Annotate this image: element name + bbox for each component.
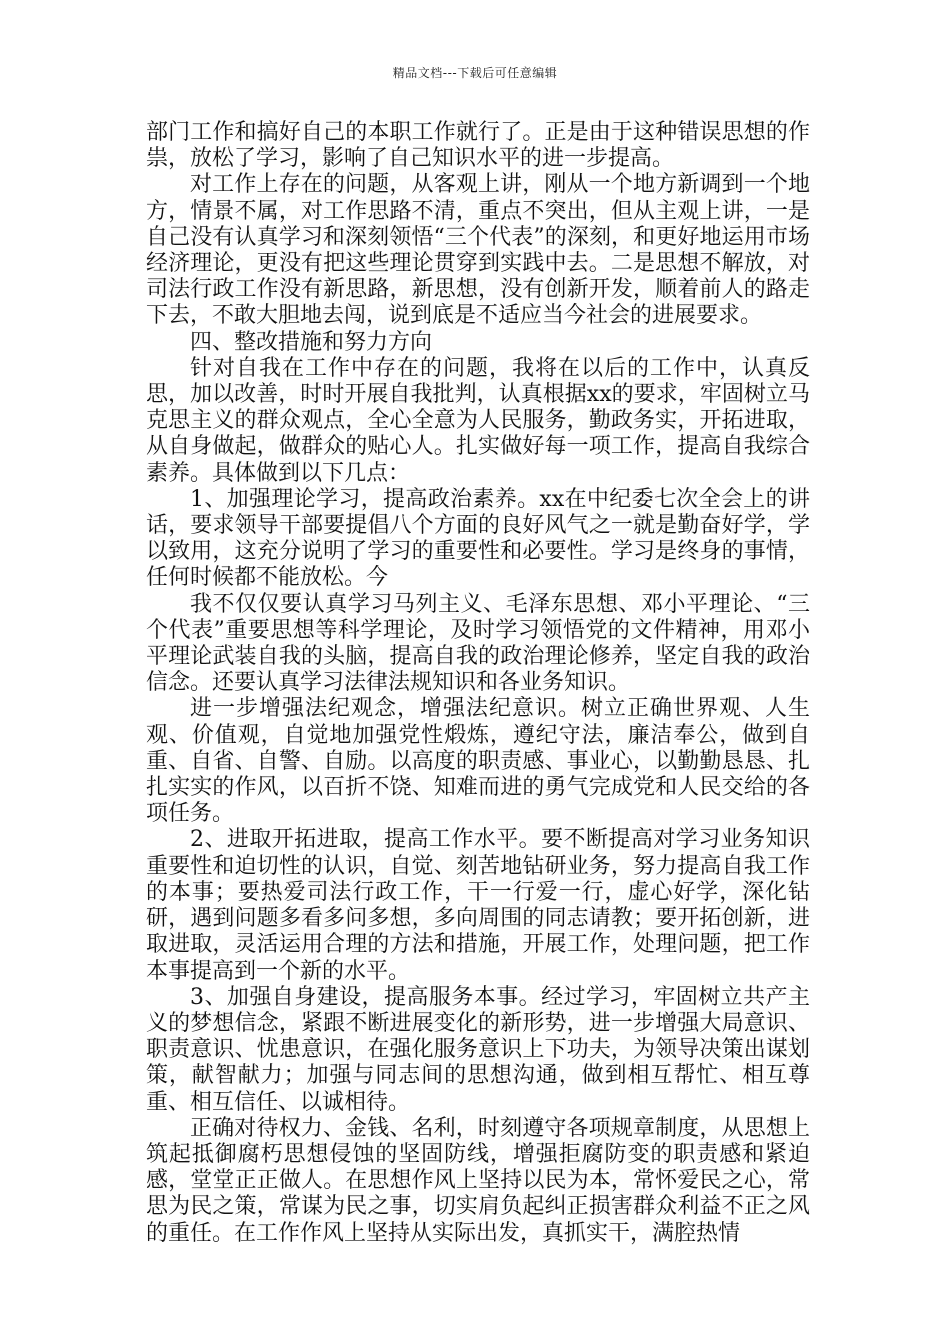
section-heading: 四、整改措施和努力方向 (190, 329, 433, 355)
paragraph-1: 部门工作和搞好自己的本职工作就行了。正是由于这种错误思想的作祟，放松了学习，影响了自己知识水平的进一步提高。 (146, 120, 810, 172)
paragraph-2: 对工作上存在的问题，从客观上讲，刚从一个地方新调到一个地方，情景不属，对工作思路不清，重点不突出，但从主观上讲，一是自己没有认真学习和深刻领悟“三个代表”的深刻，和更好地运用市场经济理论，更没有把这些理论贯穿到实践中去。二是思想不解放，对司法行政工作没有新思路，新思想，没有创新开发，顺着前人的路走下去，不敢大胆地去闯，说到底是不适应当今社会的进展要求。 (146, 172, 810, 329)
document-body (146, 120, 810, 1247)
page-header: 精品文档---下载后可任意编辑 (392, 66, 558, 80)
paragraph-7: 2、进取开拓进取，提高工作水平。要不断提高对学习业务知识重要性和迫切性的认识，自觉、刻苦地钻研业务，努力提高自我工作的本事；要热爱司法行政工作，干一行爱一行，虚心好学，深化钻研，遇到问题多看多问多想，多向周围的同志请教；要开拓创新，进取进取，灵活运用合理的方法和措施，开展工作，处理问题，把工作本事提高到一个新的水平。 (146, 827, 810, 984)
paragraph-4: 1、加强理论学习，提高政治素养。xx在中纪委七次全会上的讲话，要求领导干部要提倡八个方面的良好风气之一就是勤奋好学，学以致用，这充分说明了学习的重要性和必要性。学习是终身的事情，任何时候都不能放松。今 (146, 486, 810, 591)
paragraph-9: 正确对待权力、金钱、名利，时刻遵守各项规章制度，从思想上筑起抵御腐朽思想侵蚀的坚固防线，增强拒腐防变的职责感和紧迫感，堂堂正正做人。在思想作风上坚持以民为本，常怀爱民之心，常思为民之策，常谋为民之事，切实肩负起纠正损害群众利益不正之风的重任。在工作作风上坚持从实际出发，真抓实干，满腔热情 (146, 1115, 810, 1246)
paragraph-3: 针对自我在工作中存在的问题，我将在以后的工作中，认真反思，加以改善，时时开展自我批判，认真根据xx的要求，牢固树立马克思主义的群众观点，全心全意为人民服务，勤政务实，开拓进取，从自身做起，做群众的贴心人。扎实做好每一项工作，提高自我综合素养。具体做到以下几点： (146, 355, 810, 486)
paragraph-5: 我不仅仅要认真学习马列主义、毛泽东思想、邓小平理论、“三个代表”重要思想等科学理论，及时学习领悟党的文件精神，用邓小平理论武装自我的头脑，提高自我的政治理论修养，坚定自我的政治信念。还要认真学习法律法规知识和各业务知识。 (146, 591, 810, 696)
paragraph-8: 3、加强自身建设，提高服务本事。经过学习，牢固树立共产主义的梦想信念，紧跟不断进展变化的新形势，进一步增强大局意识、职责意识、忧患意识，在强化服务意识上下功夫，为领导决策出谋划策，献智献力；加强与同志间的思想沟通，做到相互帮忙、相互尊重、相互信任、以诚相待。 (146, 984, 810, 1115)
paragraph-6: 进一步增强法纪观念，增强法纪意识。树立正确世界观、人生观、价值观，自觉地加强党性煅炼，遵纪守法，廉洁奉公，做到自重、自省、自警、自励。以高度的职责感、事业心，以勤勤恳恳、扎扎实实的作风，以百折不饶、知难而进的勇气完成党和人民交给的各项任务。 (146, 696, 810, 827)
